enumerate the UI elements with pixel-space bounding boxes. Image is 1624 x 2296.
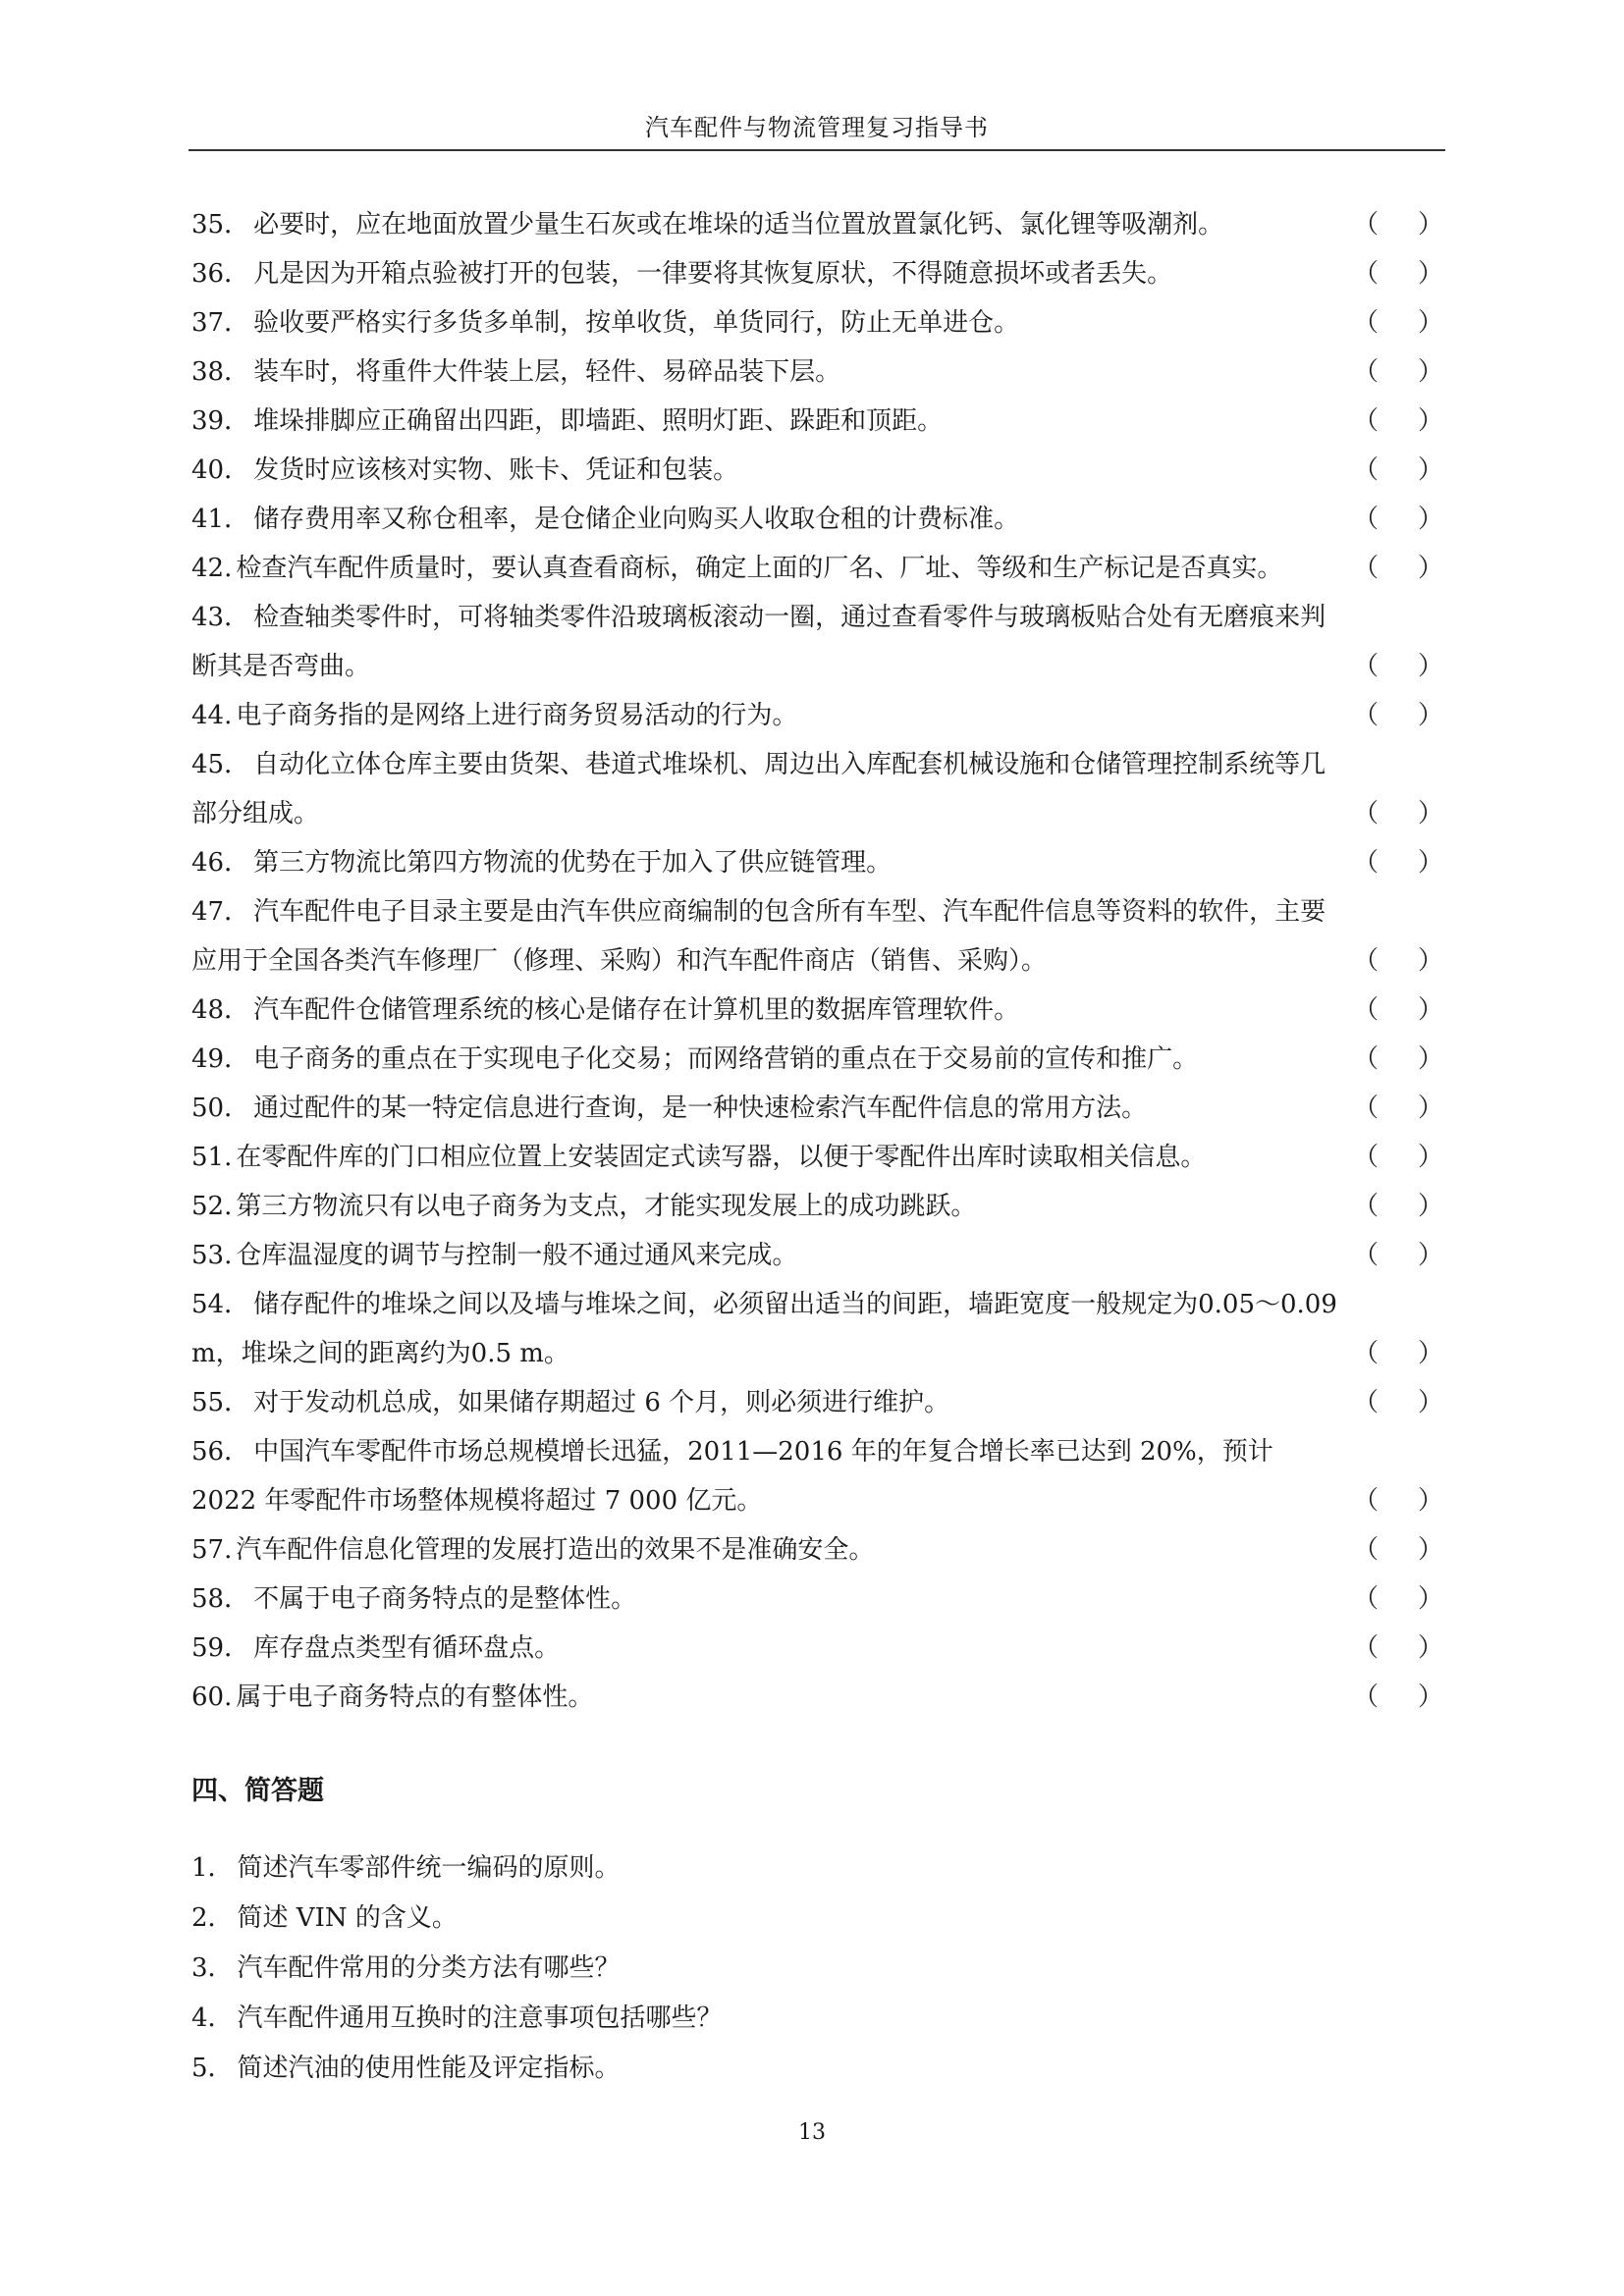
question-item bbox=[191, 1084, 1443, 1133]
answer-blank-open: （ bbox=[1353, 1535, 1380, 1565]
short-answer-question-list bbox=[191, 1843, 1443, 2094]
question-item bbox=[191, 446, 1443, 495]
short-question-item bbox=[191, 1944, 1443, 1994]
answer-blank-close: ） bbox=[1417, 1339, 1443, 1368]
answer-blank-open: （ bbox=[1353, 1388, 1380, 1417]
short-question-number: 1． bbox=[191, 1853, 234, 1883]
answer-blank-open: （ bbox=[1353, 505, 1380, 534]
short-question-number: 5． bbox=[191, 2054, 234, 2083]
question-number: 42. bbox=[191, 554, 233, 583]
answer-blank bbox=[1353, 1133, 1443, 1182]
short-question-number: 2． bbox=[191, 1903, 234, 1933]
answer-blank-close: ） bbox=[1417, 554, 1443, 583]
question-item bbox=[191, 1427, 1443, 1525]
answer-blank bbox=[1353, 642, 1443, 691]
question-text: 验收要严格实行多货多单制，按单收货，单货同行，防止无单进仓。 bbox=[253, 308, 1020, 338]
short-question-item bbox=[191, 1843, 1443, 1894]
question-text: 堆垛排脚应正确留出四距，即墙距、照明灯距、跺距和顶距。 bbox=[253, 406, 944, 436]
question-number: 58． bbox=[191, 1584, 250, 1614]
answer-blank-close: ） bbox=[1417, 1633, 1443, 1663]
question-text: 第三方物流只有以电子商务为支点，才能实现发展上的成功跳跃。 bbox=[236, 1192, 977, 1221]
question-text: 必要时，应在地面放置少量生石灰或在堆垛的适当位置放置氯化钙、氯化锂等吸潮剂。 bbox=[253, 210, 1224, 240]
short-question-text: 汽车配件通用互换时的注意事项包括哪些？ bbox=[237, 2003, 723, 2033]
answer-blank bbox=[1353, 544, 1443, 593]
question-item bbox=[191, 838, 1443, 887]
question-item bbox=[191, 200, 1443, 249]
question-text: 中国汽车零配件市场总规模增长迅猛，2011—2016 年的年复合增长率已达到 20%，预计 2022 年零配件市场整体规模将超过 7 000 亿元。 bbox=[191, 1437, 1273, 1516]
answer-blank-open: （ bbox=[1353, 1486, 1380, 1516]
answer-blank-open: （ bbox=[1353, 995, 1380, 1025]
question-number: 45． bbox=[191, 750, 250, 779]
answer-blank-open: （ bbox=[1353, 455, 1380, 485]
question-text: 检查轴类零件时，可将轴类零件沿玻璃板滚动一圈，通过查看零件与玻璃板贴合处有无磨痕来判断其是否弯曲。 bbox=[191, 603, 1326, 681]
question-number: 55． bbox=[191, 1388, 250, 1417]
answer-blank-close: ） bbox=[1417, 455, 1443, 485]
question-number: 43． bbox=[191, 603, 250, 632]
question-text: 汽车配件仓储管理系统的核心是储存在计算机里的数据库管理软件。 bbox=[253, 995, 1020, 1025]
question-item bbox=[191, 986, 1443, 1035]
answer-blank bbox=[1353, 1035, 1443, 1084]
question-number: 50． bbox=[191, 1094, 250, 1123]
question-item bbox=[191, 347, 1443, 397]
answer-blank-open: （ bbox=[1353, 799, 1380, 828]
question-text: 在零配件库的门口相应位置上安装固定式读写器，以便于零配件出库时读取相关信息。 bbox=[236, 1143, 1207, 1172]
question-item bbox=[191, 1280, 1443, 1378]
question-text: 仓库温湿度的调节与控制一般不通过通风来完成。 bbox=[236, 1241, 798, 1270]
answer-blank-close: ） bbox=[1417, 1535, 1443, 1565]
answer-blank bbox=[1353, 200, 1443, 249]
question-number: 37． bbox=[191, 308, 250, 338]
answer-blank bbox=[1353, 249, 1443, 298]
answer-blank bbox=[1353, 397, 1443, 446]
short-question-text: 简述汽车零部件统一编码的原则。 bbox=[237, 1853, 621, 1883]
question-number: 46． bbox=[191, 848, 250, 878]
answer-blank-close: ） bbox=[1417, 701, 1443, 730]
answer-blank-open: （ bbox=[1353, 210, 1380, 240]
answer-blank bbox=[1353, 446, 1443, 495]
question-item bbox=[191, 1231, 1443, 1280]
question-text: 汽车配件信息化管理的发展打造出的效果不是准确安全。 bbox=[236, 1535, 875, 1565]
question-item bbox=[191, 691, 1443, 740]
short-question-number: 4． bbox=[191, 2003, 234, 2033]
answer-blank bbox=[1353, 1525, 1443, 1575]
short-question-text: 简述汽油的使用性能及评定指标。 bbox=[237, 2054, 621, 2083]
answer-blank-open: （ bbox=[1353, 357, 1380, 387]
question-number: 59． bbox=[191, 1633, 250, 1663]
answer-blank-close: ） bbox=[1417, 1044, 1443, 1074]
question-number: 44. bbox=[191, 701, 233, 730]
answer-blank-close: ） bbox=[1417, 1388, 1443, 1417]
question-text: 发货时应该核对实物、账卡、凭证和包装。 bbox=[253, 455, 739, 485]
question-item bbox=[191, 397, 1443, 446]
answer-blank-open: （ bbox=[1353, 652, 1380, 681]
question-text: 储存费用率又称仓租率，是仓储企业向购买人收取仓租的计费标准。 bbox=[253, 505, 1020, 534]
answer-blank-close: ） bbox=[1417, 210, 1443, 240]
answer-blank-close: ） bbox=[1417, 1682, 1443, 1712]
answer-blank-close: ） bbox=[1417, 799, 1443, 828]
question-text: 检查汽车配件质量时，要认真查看商标，确定上面的厂名、厂址、等级和生产标记是否真实。 bbox=[236, 554, 1283, 583]
answer-blank-close: ） bbox=[1417, 357, 1443, 387]
answer-blank-open: （ bbox=[1353, 1044, 1380, 1074]
answer-blank bbox=[1353, 1476, 1443, 1525]
short-question-item bbox=[191, 1994, 1443, 2044]
question-item bbox=[191, 544, 1443, 593]
answer-blank bbox=[1353, 495, 1443, 544]
page-number: 13 bbox=[798, 2120, 826, 2145]
answer-blank bbox=[1353, 936, 1443, 986]
short-question-text: 汽车配件常用的分类方法有哪些？ bbox=[237, 1953, 621, 1983]
question-item bbox=[191, 1673, 1443, 1722]
question-item bbox=[191, 593, 1443, 691]
section-title: 四、简答题 bbox=[191, 1776, 324, 1806]
question-text: 电子商务的重点在于实现电子化交易；而网络营销的重点在于交易前的宣传和推广。 bbox=[253, 1044, 1199, 1074]
answer-blank bbox=[1353, 1231, 1443, 1280]
question-text: 属于电子商务特点的有整体性。 bbox=[236, 1682, 594, 1712]
question-item bbox=[191, 887, 1443, 986]
answer-blank bbox=[1353, 298, 1443, 347]
answer-blank-close: ） bbox=[1417, 1241, 1443, 1270]
question-text: 汽车配件电子目录主要是由汽车供应商编制的包含所有车型、汽车配件信息等资料的软件，主要应用于全国各类汽车修理厂（修理、采购）和汽车配件商店（销售、采购）。 bbox=[191, 897, 1326, 976]
question-text: 电子商务指的是网络上进行商务贸易活动的行为。 bbox=[236, 701, 798, 730]
answer-blank-close: ） bbox=[1417, 848, 1443, 878]
question-text: 不属于电子商务特点的是整体性。 bbox=[253, 1584, 637, 1614]
answer-blank-open: （ bbox=[1353, 259, 1380, 289]
question-item bbox=[191, 1035, 1443, 1084]
answer-blank-open: （ bbox=[1353, 1241, 1380, 1270]
question-item bbox=[191, 740, 1443, 838]
question-number: 40． bbox=[191, 455, 250, 485]
answer-blank bbox=[1353, 986, 1443, 1035]
answer-blank-open: （ bbox=[1353, 946, 1380, 976]
answer-blank-open: （ bbox=[1353, 848, 1380, 878]
question-number: 38． bbox=[191, 357, 250, 387]
answer-blank bbox=[1353, 1084, 1443, 1133]
question-number: 49． bbox=[191, 1044, 250, 1074]
answer-blank-open: （ bbox=[1353, 1633, 1380, 1663]
question-text: 通过配件的某一特定信息进行查询，是一种快速检索汽车配件信息的常用方法。 bbox=[253, 1094, 1148, 1123]
question-number: 53. bbox=[191, 1241, 233, 1270]
answer-blank bbox=[1353, 789, 1443, 838]
header-rule bbox=[189, 149, 1445, 151]
short-question-item bbox=[191, 1894, 1443, 1944]
page-header-title: 汽车配件与物流管理复习指导书 bbox=[645, 114, 989, 141]
question-number: 60. bbox=[191, 1682, 233, 1712]
answer-blank-open: （ bbox=[1353, 554, 1380, 583]
answer-blank-open: （ bbox=[1353, 1584, 1380, 1614]
answer-blank-close: ） bbox=[1417, 652, 1443, 681]
answer-blank-close: ） bbox=[1417, 1486, 1443, 1516]
question-text: 对于发动机总成，如果储存期超过 6 个月，则必须进行维护。 bbox=[253, 1388, 950, 1417]
question-number: 48． bbox=[191, 995, 250, 1025]
answer-blank bbox=[1353, 1378, 1443, 1427]
answer-blank-open: （ bbox=[1353, 1339, 1380, 1368]
short-question-number: 3． bbox=[191, 1953, 234, 1983]
answer-blank-close: ） bbox=[1417, 1143, 1443, 1172]
question-item bbox=[191, 298, 1443, 347]
question-text: 凡是因为开箱点验被打开的包装，一律要将其恢复原状，不得随意损坏或者丢失。 bbox=[253, 259, 1173, 289]
answer-blank bbox=[1353, 691, 1443, 740]
short-question-item bbox=[191, 2044, 1443, 2094]
question-number: 54． bbox=[191, 1290, 250, 1319]
answer-blank-close: ） bbox=[1417, 406, 1443, 436]
answer-blank-open: （ bbox=[1353, 406, 1380, 436]
answer-blank-open: （ bbox=[1353, 1682, 1380, 1712]
answer-blank bbox=[1353, 838, 1443, 887]
answer-blank-open: （ bbox=[1353, 1094, 1380, 1123]
answer-blank-open: （ bbox=[1353, 308, 1380, 338]
answer-blank bbox=[1353, 1624, 1443, 1673]
question-text: 储存配件的堆垛之间以及墙与堆垛之间，必须留出适当的间距，墙距宽度一般规定为0.05～0.09 m，堆垛之间的距离约为0.5 m。 bbox=[191, 1290, 1337, 1368]
question-number: 47． bbox=[191, 897, 250, 927]
answer-blank-close: ） bbox=[1417, 1584, 1443, 1614]
question-number: 41． bbox=[191, 505, 250, 534]
answer-blank-close: ） bbox=[1417, 308, 1443, 338]
answer-blank bbox=[1353, 347, 1443, 397]
question-item bbox=[191, 1133, 1443, 1182]
answer-blank bbox=[1353, 1329, 1443, 1378]
question-item bbox=[191, 1182, 1443, 1231]
question-number: 39． bbox=[191, 406, 250, 436]
answer-blank-close: ） bbox=[1417, 259, 1443, 289]
question-text: 第三方物流比第四方物流的优势在于加入了供应链管理。 bbox=[253, 848, 893, 878]
question-text: 装车时，将重件大件装上层，轻件、易碎品装下层。 bbox=[253, 357, 841, 387]
question-text: 自动化立体仓库主要由货架、巷道式堆垛机、周边出入库配套机械设施和仓储管理控制系统等几部分组成。 bbox=[191, 750, 1326, 828]
question-number: 52. bbox=[191, 1192, 233, 1221]
answer-blank bbox=[1353, 1673, 1443, 1722]
question-item bbox=[191, 1525, 1443, 1575]
answer-blank-close: ） bbox=[1417, 946, 1443, 976]
question-item bbox=[191, 1575, 1443, 1624]
question-item bbox=[191, 495, 1443, 544]
short-question-text: 简述 VIN 的含义。 bbox=[237, 1903, 458, 1933]
answer-blank-close: ） bbox=[1417, 1094, 1443, 1123]
true-false-question-list bbox=[191, 200, 1443, 1722]
question-number: 56． bbox=[191, 1437, 250, 1467]
question-number: 35． bbox=[191, 210, 250, 240]
question-item bbox=[191, 249, 1443, 298]
question-item bbox=[191, 1378, 1443, 1427]
answer-blank-close: ） bbox=[1417, 1192, 1443, 1221]
question-number: 57. bbox=[191, 1535, 233, 1565]
answer-blank-open: （ bbox=[1353, 1192, 1380, 1221]
question-number: 36． bbox=[191, 259, 250, 289]
answer-blank bbox=[1353, 1182, 1443, 1231]
question-number: 51. bbox=[191, 1143, 233, 1172]
answer-blank-open: （ bbox=[1353, 1143, 1380, 1172]
question-item bbox=[191, 1624, 1443, 1673]
question-text: 库存盘点类型有循环盘点。 bbox=[253, 1633, 561, 1663]
answer-blank-open: （ bbox=[1353, 701, 1380, 730]
answer-blank-close: ） bbox=[1417, 995, 1443, 1025]
answer-blank-close: ） bbox=[1417, 505, 1443, 534]
answer-blank bbox=[1353, 1575, 1443, 1624]
